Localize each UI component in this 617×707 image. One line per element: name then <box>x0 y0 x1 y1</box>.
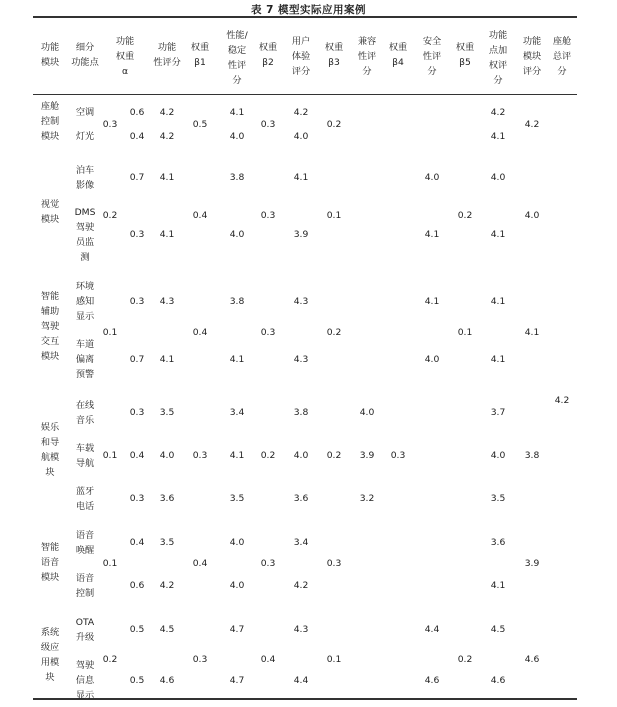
weighted-score: 4.1 <box>490 296 506 307</box>
performance-score: 4.1 <box>229 450 245 461</box>
item-alpha: 0.3 <box>129 407 145 418</box>
weight-beta4: 0.3 <box>390 450 406 461</box>
header-performance: 性能/ 稳定 性评 分 <box>226 30 248 86</box>
weighted-score: 4.6 <box>490 675 506 686</box>
item-alpha: 0.6 <box>129 107 145 118</box>
functionality-score: 4.1 <box>159 354 175 365</box>
weighted-score: 4.1 <box>490 131 506 142</box>
weight-beta1: 0.3 <box>192 654 208 665</box>
functionality-score: 4.6 <box>159 675 175 686</box>
weight-beta3: 0.1 <box>326 654 342 665</box>
weight-beta3: 0.2 <box>326 450 342 461</box>
performance-score: 3.4 <box>229 407 245 418</box>
functionality-score: 3.6 <box>159 493 175 504</box>
security-score: 4.1 <box>424 296 440 307</box>
item-alpha: 0.4 <box>129 537 145 548</box>
weight-beta3: 0.3 <box>326 558 342 569</box>
weight-beta2: 0.3 <box>260 558 276 569</box>
module-name: 座舱 控制 模块 <box>40 101 60 142</box>
ux-score: 3.8 <box>293 407 309 418</box>
header-module-score: 功能 模块 评分 <box>522 36 542 77</box>
module-score: 4.0 <box>524 210 540 221</box>
module-name: 视觉 模块 <box>40 199 60 225</box>
weighted-score: 4.0 <box>490 450 506 461</box>
weight-beta1: 0.4 <box>192 327 208 338</box>
weight-beta1: 0.3 <box>192 450 208 461</box>
header-rule <box>33 94 577 95</box>
header-beta4: 权重 β4 <box>388 42 408 68</box>
item-alpha: 0.3 <box>129 229 145 240</box>
subfunction-name: 车载 导航 <box>75 442 95 469</box>
performance-score: 3.8 <box>229 296 245 307</box>
ux-score: 4.3 <box>293 296 309 307</box>
item-alpha: 0.6 <box>129 580 145 591</box>
security-score: 4.0 <box>424 354 440 365</box>
header-beta1: 权重 β1 <box>190 42 210 68</box>
weight-beta1: 0.4 <box>192 558 208 569</box>
subfunction-name: 车道 偏离 预警 <box>75 339 95 380</box>
performance-score: 4.0 <box>229 580 245 591</box>
weight-beta3: 0.2 <box>326 327 342 338</box>
weight-beta5: 0.2 <box>457 210 473 221</box>
header-module: 功能 模块 <box>40 42 60 68</box>
header-beta5: 权重 β5 <box>455 42 475 68</box>
subfunction-name: 蓝牙 电话 <box>75 485 95 512</box>
performance-score: 3.5 <box>229 493 245 504</box>
ux-score: 4.4 <box>293 675 309 686</box>
weight-beta2: 0.3 <box>260 119 276 130</box>
module-score: 4.1 <box>524 327 540 338</box>
functionality-score: 4.1 <box>159 172 175 183</box>
weight-beta5: 0.1 <box>457 327 473 338</box>
subfunction-name: 语音 控制 <box>75 572 95 599</box>
functionality-score: 3.5 <box>159 407 175 418</box>
module-alpha: 0.1 <box>102 558 118 569</box>
subfunction-name: 空调 <box>75 107 95 118</box>
module-alpha: 0.3 <box>102 119 118 130</box>
weight-beta2: 0.3 <box>260 210 276 221</box>
ux-score: 4.2 <box>293 107 309 118</box>
item-alpha: 0.7 <box>129 172 145 183</box>
security-score: 4.1 <box>424 229 440 240</box>
module-name: 智能 辅助 驾驶 交互 模块 <box>40 291 60 362</box>
module-name: 娱乐 和导 航模 块 <box>40 422 60 478</box>
functionality-score: 4.3 <box>159 296 175 307</box>
performance-score: 4.0 <box>229 537 245 548</box>
weighted-score: 3.7 <box>490 407 506 418</box>
item-alpha: 0.4 <box>129 450 145 461</box>
functionality-score: 4.0 <box>159 450 175 461</box>
item-alpha: 0.5 <box>129 675 145 686</box>
weight-beta2: 0.2 <box>260 450 276 461</box>
performance-score: 4.7 <box>229 675 245 686</box>
weight-beta3: 0.2 <box>326 119 342 130</box>
item-alpha: 0.5 <box>129 624 145 635</box>
security-score: 4.4 <box>424 624 440 635</box>
subfunction-name: 泊车 影像 <box>75 164 95 191</box>
ux-score: 3.9 <box>293 229 309 240</box>
item-alpha: 0.7 <box>129 354 145 365</box>
performance-score: 4.1 <box>229 107 245 118</box>
header-functionality: 功能 性评分 <box>153 42 181 68</box>
functionality-score: 3.5 <box>159 537 175 548</box>
ux-score: 4.3 <box>293 354 309 365</box>
security-score: 4.6 <box>424 675 440 686</box>
ux-score: 4.0 <box>293 131 309 142</box>
module-score: 4.6 <box>524 654 540 665</box>
subfunction-name: DMS 驾驶 员监 测 <box>74 206 96 263</box>
bottom-rule <box>33 698 577 700</box>
subfunction-name: 驾驶 信息 显示 <box>75 660 95 701</box>
weighted-score: 3.5 <box>490 493 506 504</box>
table-caption: 表 7 模型实际应用案例 <box>250 4 367 16</box>
functionality-score: 4.5 <box>159 624 175 635</box>
module-name: 系统 级应 用模 块 <box>40 627 60 683</box>
functionality-score: 4.2 <box>159 580 175 591</box>
weighted-score: 4.1 <box>490 354 506 365</box>
module-score: 4.2 <box>524 119 540 130</box>
weight-beta3: 0.1 <box>326 210 342 221</box>
ux-score: 4.3 <box>293 624 309 635</box>
performance-score: 4.0 <box>229 229 245 240</box>
weighted-score: 4.5 <box>490 624 506 635</box>
module-score: 3.8 <box>524 450 540 461</box>
header-alpha: 功能 权重 α <box>115 36 135 77</box>
weighted-score: 4.2 <box>490 107 506 118</box>
weight-beta5: 0.2 <box>457 654 473 665</box>
header-weighted: 功能 点加 权评 分 <box>488 30 508 86</box>
compatibility-score: 4.0 <box>359 407 375 418</box>
cockpit-total-score: 4.2 <box>554 395 570 406</box>
compatibility-score: 3.9 <box>359 450 375 461</box>
header-beta3: 权重 β3 <box>324 42 344 68</box>
subfunction-name: 灯光 <box>75 131 95 142</box>
weighted-score: 4.1 <box>490 580 506 591</box>
weight-beta2: 0.3 <box>260 327 276 338</box>
weight-beta1: 0.4 <box>192 210 208 221</box>
ux-score: 3.4 <box>293 537 309 548</box>
header-beta2: 权重 β2 <box>258 42 278 68</box>
header-ux: 用户 体验 评分 <box>291 36 311 77</box>
module-alpha: 0.1 <box>102 450 118 461</box>
item-alpha: 0.4 <box>129 131 145 142</box>
performance-score: 3.8 <box>229 172 245 183</box>
subfunction-name: OTA 升级 <box>75 616 95 643</box>
compatibility-score: 3.2 <box>359 493 375 504</box>
item-alpha: 0.3 <box>129 493 145 504</box>
weight-beta2: 0.4 <box>260 654 276 665</box>
module-score: 3.9 <box>524 558 540 569</box>
module-alpha: 0.2 <box>102 654 118 665</box>
performance-score: 4.1 <box>229 354 245 365</box>
weighted-score: 4.1 <box>490 229 506 240</box>
subfunction-name: 语音 唤醒 <box>75 529 95 556</box>
functionality-score: 4.2 <box>159 131 175 142</box>
ux-score: 4.0 <box>293 450 309 461</box>
module-alpha: 0.1 <box>102 327 118 338</box>
functionality-score: 4.2 <box>159 107 175 118</box>
weight-beta1: 0.5 <box>192 119 208 130</box>
ux-score: 3.6 <box>293 493 309 504</box>
weighted-score: 3.6 <box>490 537 506 548</box>
ux-score: 4.2 <box>293 580 309 591</box>
module-alpha: 0.2 <box>102 210 118 221</box>
item-alpha: 0.3 <box>129 296 145 307</box>
security-score: 4.0 <box>424 172 440 183</box>
performance-score: 4.7 <box>229 624 245 635</box>
header-compatibility: 兼容 性评 分 <box>357 36 377 77</box>
header-total: 座舱 总评 分 <box>552 36 572 77</box>
ux-score: 4.1 <box>293 172 309 183</box>
module-name: 智能 语音 模块 <box>40 542 60 583</box>
header-security: 安全 性评 分 <box>422 36 442 77</box>
header-subfunction: 细分 功能点 <box>71 42 99 68</box>
weighted-score: 4.0 <box>490 172 506 183</box>
subfunction-name: 在线 音乐 <box>75 399 95 426</box>
performance-score: 4.0 <box>229 131 245 142</box>
functionality-score: 4.1 <box>159 229 175 240</box>
top-rule <box>33 16 577 18</box>
subfunction-name: 环境 感知 显示 <box>75 281 95 322</box>
